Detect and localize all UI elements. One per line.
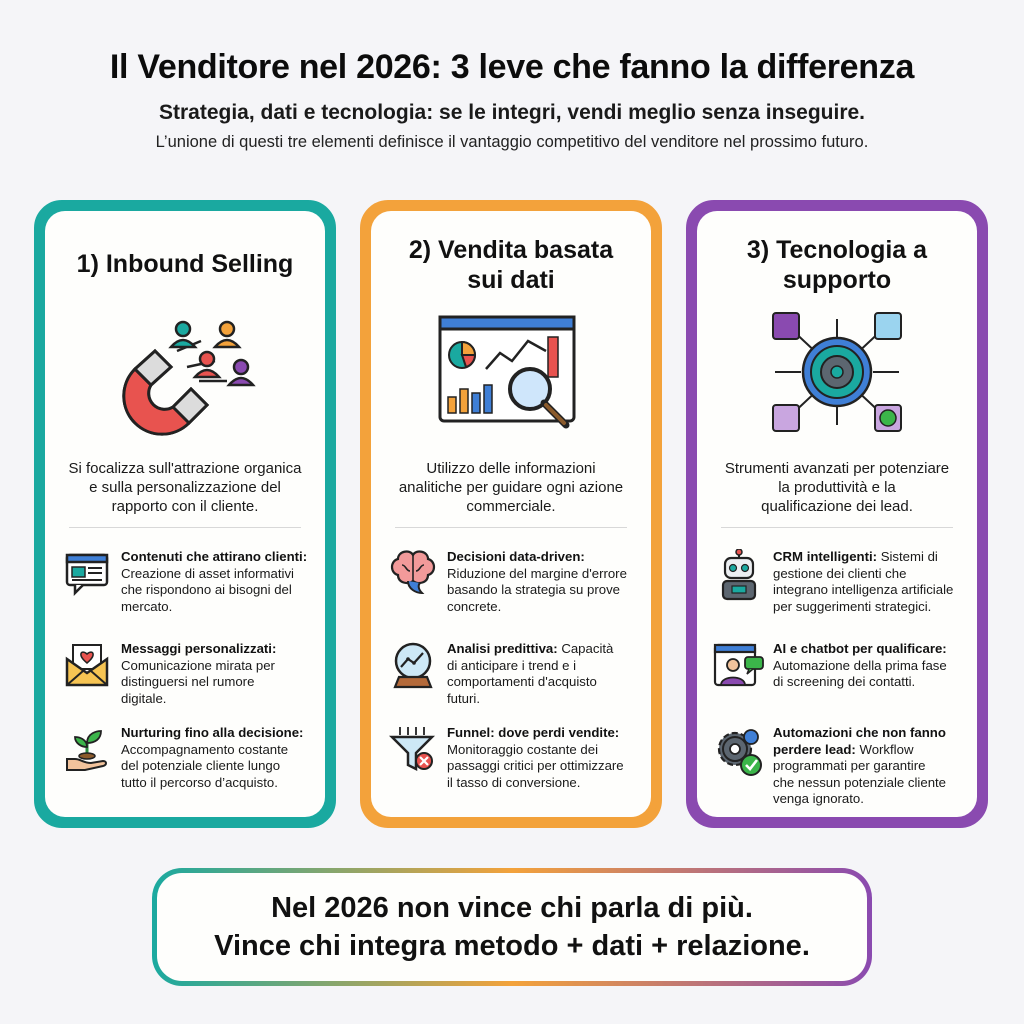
card-description: Strumenti avanzati per potenziare la produttività e la qualificazione dei lead. (724, 460, 950, 515)
central-gear-network-icon (767, 307, 907, 437)
card-description: Si focalizza sull'attrazione organica e sulla personalizzazione del rapporto con il cliente. (68, 460, 302, 515)
hand-plant-icon (63, 725, 111, 773)
list-item: AI e chatbot per qualificare: Automazione della prima fase di screening dei contatti. (711, 641, 967, 697)
list-item: CRM intelligenti: Sistemi di gestione dei clienti che integrano intelligenza artificiale per suggerimenti strategici. (711, 549, 967, 615)
envelope-heart-icon (63, 641, 111, 689)
list-item: Analisi predittiva: Capacità di anticipare i trend e i comportamenti d'acquisto futuri. (385, 641, 641, 707)
conclusion-line-1: Nel 2026 non vince chi parla di più. (271, 892, 753, 924)
content-window-icon (63, 549, 111, 597)
funnel-icon (388, 725, 438, 773)
list-item: Funnel: dove perdi vendite: Monitoraggio costante dei passaggi critici per ottimizzare il tasso di conversione. (385, 725, 641, 791)
list-item: Nurturing fino alla decisione: Accompagnamento costante del potenziale cliente lungo tutto il percorso d’acquisto. (59, 725, 315, 791)
divider (395, 527, 627, 528)
brain-icon (388, 549, 438, 597)
page-title: Il Venditore nel 2026: 3 leve che fanno la differenza (109, 48, 915, 86)
card-title (45, 249, 325, 279)
card-description: Utilizzo delle informazioni analitiche per guidare ogni azione commerciale. (398, 460, 624, 515)
header (0, 48, 1024, 152)
card-inbound-selling (34, 200, 336, 828)
conclusion-banner (152, 868, 872, 986)
conclusion-line-2: Vince chi integra metodo + dati + relazione. (214, 930, 810, 962)
crystal-ball-icon (389, 641, 437, 691)
card-title-line: 1) Inbound Selling (76, 250, 294, 278)
card-title: 2) Vendita basata sui dati (408, 236, 614, 294)
robot-icon (715, 549, 763, 601)
analytics-dashboard-magnifier-icon (436, 311, 586, 431)
list-item: Automazioni che non fanno perdere lead: Workflow programmati per garantire che nessun potenziale cliente venga ignorato. (711, 725, 967, 808)
list-item: Messaggi personalizzati: Comunicazione mirata per distinguersi nel rumore digitale. (59, 641, 315, 707)
divider (721, 527, 953, 528)
list-item: Contenuti che attirano clienti: Creazione di asset informativi che rispondono ai bisogni del mercato. (59, 549, 315, 615)
gears-check-icon (713, 725, 765, 777)
magnet-attracting-people-icon (95, 311, 275, 441)
page-intro: L’unione di questi tre elementi definisce il vantaggio competitivo del venditore nel prossimo futuro. (155, 133, 869, 151)
list-item: Decisioni data-driven: Riduzione del margine d'errore basando la strategia su prove concrete. (385, 549, 641, 615)
card-support-technology (686, 200, 988, 828)
chatbot-window-icon (713, 641, 765, 689)
card-data-driven-selling (360, 200, 662, 828)
divider (69, 527, 301, 528)
card-title: 3) Tecnologia a supporto (746, 236, 928, 294)
page-subtitle: Strategia, dati e tecnologia: se le integri, vendi meglio senza inseguire. (158, 101, 866, 124)
